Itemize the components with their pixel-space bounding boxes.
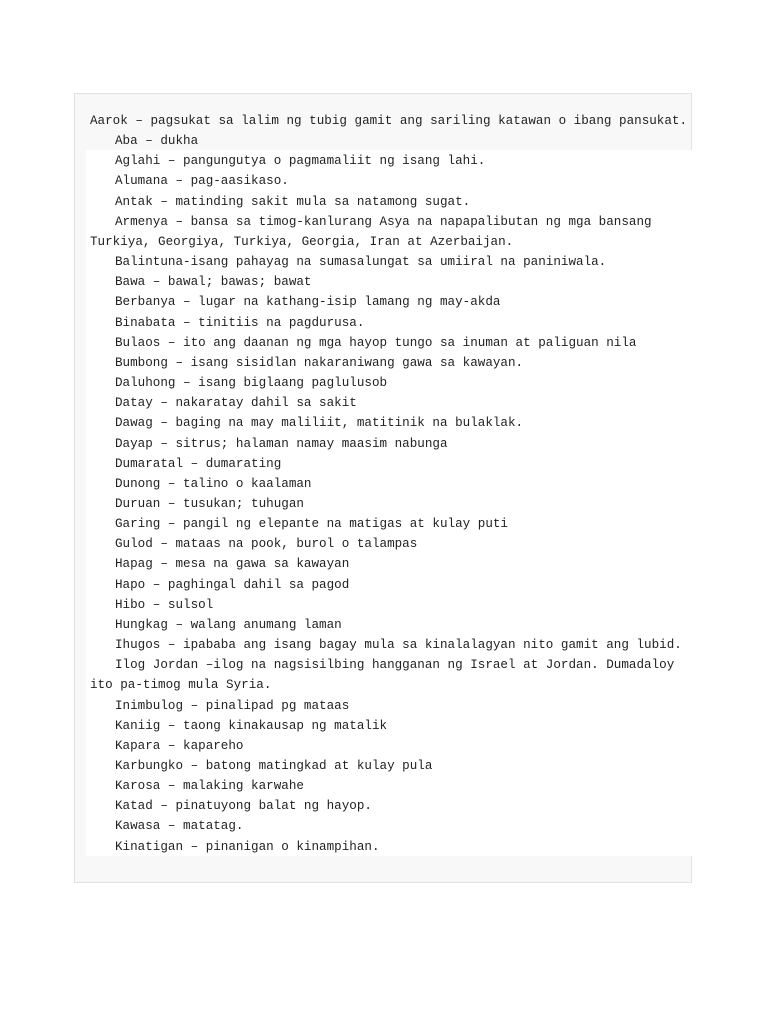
glossary-entry: Antak – matinding sakit mula sa natamong sugat.	[115, 194, 471, 209]
glossary-entry: Katad – pinatuyong balat ng hayop.	[115, 799, 372, 814]
glossary-entry: Dawag – baging na may maliliit, matitinik na bulaklak.	[115, 416, 524, 431]
glossary-entry: Bawa – bawal; bawas; bawat	[115, 275, 312, 290]
glossary-entry: Gulod – mataas na pook, burol o talampas	[115, 537, 418, 552]
glossary-entry: Ilog Jordan –ilog na nagsisilbing hangganan ng Israel at Jordan. Dumadaloy ito pa-timog mula Syria.	[90, 658, 675, 693]
glossary-entry: Kinatigan – pinanigan o kinampihan.	[115, 839, 380, 854]
glossary-entry: Datay – nakaratay dahil sa sakit	[115, 396, 357, 411]
glossary-entry: Duruan – tusukan; tuhugan	[115, 496, 304, 511]
glossary-entry: Balintuna-isang pahayag na sumasalungat sa umiiral na paniniwala.	[115, 255, 607, 270]
glossary-entry: Hapag – mesa na gawa sa kawayan	[115, 557, 350, 572]
glossary-entry: Armenya – bansa sa timog-kanlurang Asya na napapalibutan ng mga bansang Turkiya, Georgiya, Turkiya, Georgia, Iran at Azerbaijan.	[90, 214, 652, 249]
glossary-entry: Kapara – kapareho	[115, 738, 244, 753]
glossary-entry: Dumaratal – dumarating	[115, 456, 282, 471]
glossary-entry: Kawasa – matatag.	[115, 819, 244, 834]
glossary-entry: Alumana – pag-aasikaso.	[115, 174, 289, 189]
glossary-entry: Bumbong – isang sisidlan nakaraniwang gawa sa kawayan.	[115, 355, 524, 370]
glossary-entry: Hungkag – walang anumang laman	[115, 617, 342, 632]
glossary-entry: Daluhong – isang biglaang paglulusob	[115, 376, 388, 391]
glossary-entry: Ihugos – ipababa ang isang bagay mula sa kinalalagyan nito gamit ang lubid.	[115, 638, 682, 653]
glossary-entry: Bulaos – ito ang daanan ng mga hayop tungo sa inuman at paliguan nila	[115, 335, 637, 350]
glossary-entry: Hapo – paghingal dahil sa pagod	[115, 577, 350, 592]
glossary-entry: Berbanya – lugar na kathang-isip lamang ng may-akda	[115, 295, 501, 310]
glossary-entry: Kaniig – taong kinakausap ng matalik	[115, 718, 388, 733]
glossary-entry: Dayap – sitrus; halaman namay maasim nabunga	[115, 436, 448, 451]
glossary-entry: Garing – pangil ng elepante na matigas at kulay puti	[115, 517, 508, 532]
glossary-entry: Dunong – talino o kaalaman	[115, 476, 312, 491]
glossary-entry: Karbungko – batong matingkad at kulay pula	[115, 759, 433, 773]
glossary-entry: Aarok – pagsukat sa lalim ng tubig gamit ang sariling katawan o ibang pansukat.	[90, 114, 688, 128]
glossary-entry: Karosa – malaking karwahe	[115, 779, 304, 794]
glossary-entry: Binabata – tinitiis na pagdurusa.	[115, 315, 365, 330]
glossary-entry: Aba – dukha	[115, 134, 199, 149]
glossary-entry: Inimbulog – pinalipad pg mataas	[115, 698, 350, 713]
glossary-entry: Aglahi – pangungutya o pagmamaliit ng isang lahi.	[115, 154, 486, 169]
glossary-entry: Hibo – sulsol	[115, 597, 214, 612]
glossary-list	[90, 111, 690, 857]
